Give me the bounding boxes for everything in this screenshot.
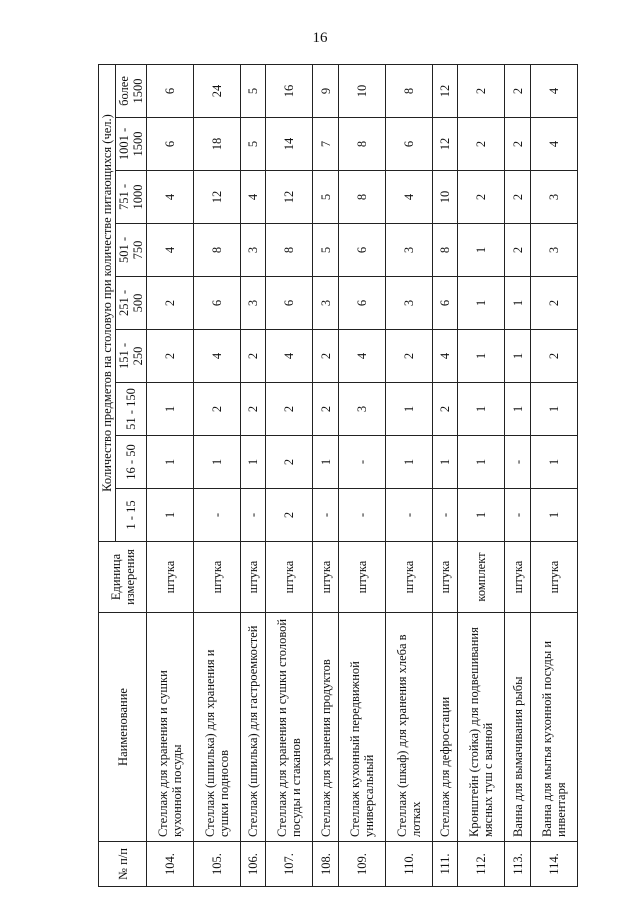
row-quantity: 1 xyxy=(531,436,578,489)
row-quantity: 1 xyxy=(313,436,339,489)
row-quantity: 14 xyxy=(266,118,313,171)
row-quantity: 4 xyxy=(432,330,458,383)
row-quantity: 2 xyxy=(505,224,531,277)
row-quantity: 12 xyxy=(193,171,240,224)
header-number: № п/п xyxy=(99,842,147,887)
row-quantity: 2 xyxy=(505,118,531,171)
row-quantity: 1 xyxy=(458,436,505,489)
row-quantity: 16 xyxy=(266,65,313,118)
row-quantity: 1 xyxy=(147,383,194,436)
row-quantity: 4 xyxy=(147,171,194,224)
row-number: 112. xyxy=(458,842,505,887)
row-quantity: 5 xyxy=(313,171,339,224)
row-number: 106. xyxy=(240,842,266,887)
row-name: Стеллаж (шкаф) для хранения хлеба в лотках xyxy=(385,613,432,842)
row-name: Стеллаж (шпилька) для гастроемкостей xyxy=(240,613,266,842)
row-quantity: - xyxy=(193,489,240,542)
row-name: Стеллаж кухонный передвижной универсальный xyxy=(339,613,386,842)
row-name: Ванна для мытья кухонной посуды и инвентаря xyxy=(531,613,578,842)
row-number: 105. xyxy=(193,842,240,887)
row-number: 104. xyxy=(147,842,194,887)
row-quantity: 6 xyxy=(147,65,194,118)
row-quantity: 6 xyxy=(193,277,240,330)
row-quantity: 3 xyxy=(313,277,339,330)
row-unit: штука xyxy=(193,542,240,613)
row-name: Стеллаж для дефростации xyxy=(432,613,458,842)
row-quantity: 2 xyxy=(505,171,531,224)
row-quantity: 2 xyxy=(147,277,194,330)
row-quantity: 2 xyxy=(313,383,339,436)
row-quantity: 6 xyxy=(266,277,313,330)
row-quantity: - xyxy=(505,436,531,489)
row-unit: штука xyxy=(240,542,266,613)
row-quantity: 1 xyxy=(531,383,578,436)
table-row xyxy=(147,65,194,887)
row-quantity: 18 xyxy=(193,118,240,171)
row-quantity: 9 xyxy=(313,65,339,118)
row-quantity: 4 xyxy=(339,330,386,383)
row-number: 113. xyxy=(505,842,531,887)
row-quantity: 1 xyxy=(458,224,505,277)
row-quantity: 5 xyxy=(240,65,266,118)
row-quantity: 4 xyxy=(240,171,266,224)
row-quantity: 6 xyxy=(432,277,458,330)
row-unit: штука xyxy=(531,542,578,613)
row-quantity: - xyxy=(313,489,339,542)
row-unit: штука xyxy=(505,542,531,613)
row-name: Стеллаж (шпилька) для хранения и сушки подносов xyxy=(193,613,240,842)
row-quantity: - xyxy=(339,489,386,542)
row-quantity: 4 xyxy=(385,171,432,224)
table-row xyxy=(458,65,505,887)
row-quantity: 1 xyxy=(432,436,458,489)
table-row xyxy=(266,65,313,887)
row-quantity: 2 xyxy=(432,383,458,436)
table-row xyxy=(505,65,531,887)
row-quantity: 4 xyxy=(531,118,578,171)
row-quantity: 1 xyxy=(458,277,505,330)
row-quantity: 1 xyxy=(458,489,505,542)
row-quantity: 8 xyxy=(266,224,313,277)
header-range: 751 - 1000 xyxy=(116,171,147,224)
table-row xyxy=(339,65,386,887)
row-quantity: 7 xyxy=(313,118,339,171)
header-row-1 xyxy=(99,65,116,887)
table-body xyxy=(147,65,578,887)
row-quantity: - xyxy=(505,489,531,542)
header-name: Наименование xyxy=(99,613,147,842)
row-name: Стеллаж для хранения и сушки кухонной посуды xyxy=(147,613,194,842)
row-quantity: 3 xyxy=(531,171,578,224)
row-quantity: 2 xyxy=(266,383,313,436)
row-quantity: 6 xyxy=(147,118,194,171)
row-quantity: 8 xyxy=(339,171,386,224)
row-quantity: 1 xyxy=(147,436,194,489)
row-quantity: 2 xyxy=(147,330,194,383)
row-number: 109. xyxy=(339,842,386,887)
row-quantity: 1 xyxy=(458,383,505,436)
rotated-table-container xyxy=(98,64,578,887)
row-quantity: 6 xyxy=(339,277,386,330)
row-quantity: 12 xyxy=(432,118,458,171)
header-range: 151 - 250 xyxy=(116,330,147,383)
row-quantity: 2 xyxy=(531,277,578,330)
row-quantity: - xyxy=(432,489,458,542)
table-wrapper xyxy=(98,64,578,887)
row-quantity: 5 xyxy=(313,224,339,277)
row-unit: штука xyxy=(147,542,194,613)
row-unit: штука xyxy=(432,542,458,613)
table-row xyxy=(193,65,240,887)
row-quantity: 6 xyxy=(385,118,432,171)
row-quantity: 4 xyxy=(531,65,578,118)
table-row xyxy=(432,65,458,887)
equipment-table xyxy=(98,64,578,887)
header-range: 1001 - 1500 xyxy=(116,118,147,171)
row-quantity: 4 xyxy=(147,224,194,277)
header-range: 1 - 15 xyxy=(116,489,147,542)
row-quantity: 2 xyxy=(313,330,339,383)
row-quantity: 1 xyxy=(505,277,531,330)
row-name: Стеллаж для хранения и сушки столовой посуды и стаканов xyxy=(266,613,313,842)
row-quantity: 8 xyxy=(193,224,240,277)
row-quantity: 2 xyxy=(240,330,266,383)
table-row xyxy=(240,65,266,887)
row-quantity: 3 xyxy=(240,277,266,330)
header-unit: Единица измерения xyxy=(99,542,147,613)
row-number: 108. xyxy=(313,842,339,887)
row-quantity: 12 xyxy=(432,65,458,118)
row-quantity: 1 xyxy=(240,436,266,489)
row-number: 110. xyxy=(385,842,432,887)
row-quantity: 2 xyxy=(458,171,505,224)
row-quantity: 1 xyxy=(385,436,432,489)
row-quantity: 4 xyxy=(193,330,240,383)
row-number: 114. xyxy=(531,842,578,887)
row-quantity: 2 xyxy=(458,65,505,118)
row-quantity: 2 xyxy=(385,330,432,383)
table-row xyxy=(313,65,339,887)
row-quantity: 8 xyxy=(339,118,386,171)
row-quantity: 3 xyxy=(385,277,432,330)
row-quantity: 1 xyxy=(193,436,240,489)
row-unit: штука xyxy=(385,542,432,613)
row-quantity: 24 xyxy=(193,65,240,118)
row-quantity: 3 xyxy=(339,383,386,436)
row-name: Стеллаж для хранения продуктов xyxy=(313,613,339,842)
row-quantity: 2 xyxy=(266,436,313,489)
page-number: 16 xyxy=(312,30,328,46)
row-quantity: 8 xyxy=(385,65,432,118)
header-range: 51 - 150 xyxy=(116,383,147,436)
row-unit: комплект xyxy=(458,542,505,613)
row-unit: штука xyxy=(339,542,386,613)
row-quantity: 5 xyxy=(240,118,266,171)
row-quantity: 1 xyxy=(505,330,531,383)
row-quantity: 1 xyxy=(458,330,505,383)
row-quantity: 12 xyxy=(266,171,313,224)
row-quantity: 3 xyxy=(240,224,266,277)
header-range: 251 - 500 xyxy=(116,277,147,330)
row-quantity: 6 xyxy=(339,224,386,277)
row-quantity: 2 xyxy=(458,118,505,171)
row-number: 111. xyxy=(432,842,458,887)
row-quantity: 3 xyxy=(385,224,432,277)
row-quantity: 2 xyxy=(240,383,266,436)
row-number: 107. xyxy=(266,842,313,887)
row-quantity: 1 xyxy=(147,489,194,542)
row-quantity: 2 xyxy=(531,330,578,383)
row-quantity: 8 xyxy=(432,224,458,277)
row-quantity: 4 xyxy=(266,330,313,383)
header-quantity-group: Количество предметов на столовую при количестве питающихся (чел.) xyxy=(99,65,116,542)
table-row xyxy=(385,65,432,887)
row-quantity: 2 xyxy=(193,383,240,436)
row-quantity: - xyxy=(385,489,432,542)
row-quantity: 10 xyxy=(339,65,386,118)
header-range: 501 - 750 xyxy=(116,224,147,277)
row-quantity: 1 xyxy=(385,383,432,436)
row-unit: штука xyxy=(266,542,313,613)
header-range: 16 - 50 xyxy=(116,436,147,489)
header-range: более 1500 xyxy=(116,65,147,118)
row-quantity: 3 xyxy=(531,224,578,277)
row-name: Кронштейн (стойка) для подвешивания мясных туш с ванной xyxy=(458,613,505,842)
row-quantity: - xyxy=(339,436,386,489)
row-quantity: 1 xyxy=(505,383,531,436)
row-quantity: 1 xyxy=(531,489,578,542)
row-quantity: 2 xyxy=(266,489,313,542)
row-quantity: - xyxy=(240,489,266,542)
row-quantity: 2 xyxy=(505,65,531,118)
table-row xyxy=(531,65,578,887)
row-name: Ванна для вымачивания рыбы xyxy=(505,613,531,842)
row-quantity: 10 xyxy=(432,171,458,224)
row-unit: штука xyxy=(313,542,339,613)
